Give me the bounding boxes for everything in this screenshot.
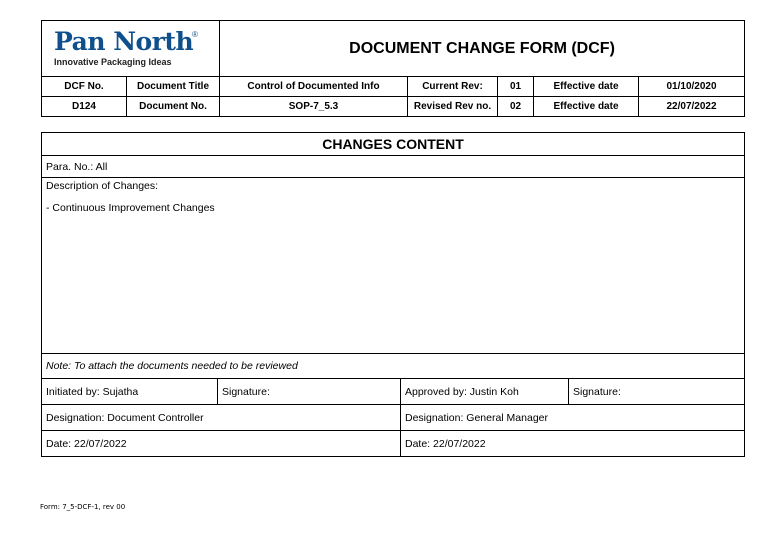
para-no: Para. No.: All — [42, 156, 745, 178]
initiator-signature: Signature: — [218, 379, 401, 405]
effective-date-label: Effective date — [534, 77, 639, 97]
initiated-by: Initiated by: Sujatha — [42, 379, 218, 405]
effective-date-value: 01/10/2020 — [639, 77, 745, 97]
approver-date: Date: 22/07/2022 — [401, 431, 745, 457]
current-rev-value: 01 — [498, 77, 534, 97]
approver-signature: Signature: — [569, 379, 745, 405]
pan-north-logo — [54, 27, 214, 71]
logo-brand: Pan North — [54, 26, 194, 56]
logo-cell — [42, 21, 220, 77]
current-rev-label: Current Rev: — [408, 77, 498, 97]
dcf-header-table — [41, 20, 745, 117]
header-row-1 — [42, 77, 745, 97]
description-item: - Continuous Improvement Changes — [46, 202, 215, 214]
dcf-no-value: D124 — [42, 97, 127, 117]
initiator-designation: Designation: Document Controller — [42, 405, 401, 431]
form-title: DOCUMENT CHANGE FORM (DCF) — [220, 21, 745, 77]
review-note: Note: To attach the documents needed to be reviewed — [42, 354, 745, 379]
document-title-value: Control of Documented Info — [220, 77, 408, 97]
approver-designation: Designation: General Manager — [401, 405, 745, 431]
revised-rev-value: 02 — [498, 97, 534, 117]
registered-mark: ® — [192, 29, 198, 39]
description-of-changes — [42, 178, 745, 354]
revised-effective-date-label: Effective date — [534, 97, 639, 117]
description-label: Description of Changes: — [46, 180, 159, 192]
changes-content-title: CHANGES CONTENT — [42, 133, 745, 156]
document-no-label: Document No. — [127, 97, 220, 117]
revised-effective-date-value: 22/07/2022 — [639, 97, 745, 117]
changes-content-table — [41, 132, 745, 457]
document-title-label: Document Title — [127, 77, 220, 97]
form-code: Form: 7_5-DCF-1, rev 00 — [40, 503, 126, 511]
dcf-no-label: DCF No. — [42, 77, 127, 97]
document-no-value: SOP-7_5.3 — [220, 97, 408, 117]
initiator-date: Date: 22/07/2022 — [42, 431, 401, 457]
approved-by: Approved by: Justin Koh — [401, 379, 569, 405]
revised-rev-label: Revised Rev no. — [408, 97, 498, 117]
header-row-2 — [42, 97, 745, 117]
logo-tagline: Innovative Packaging Ideas — [54, 56, 172, 67]
